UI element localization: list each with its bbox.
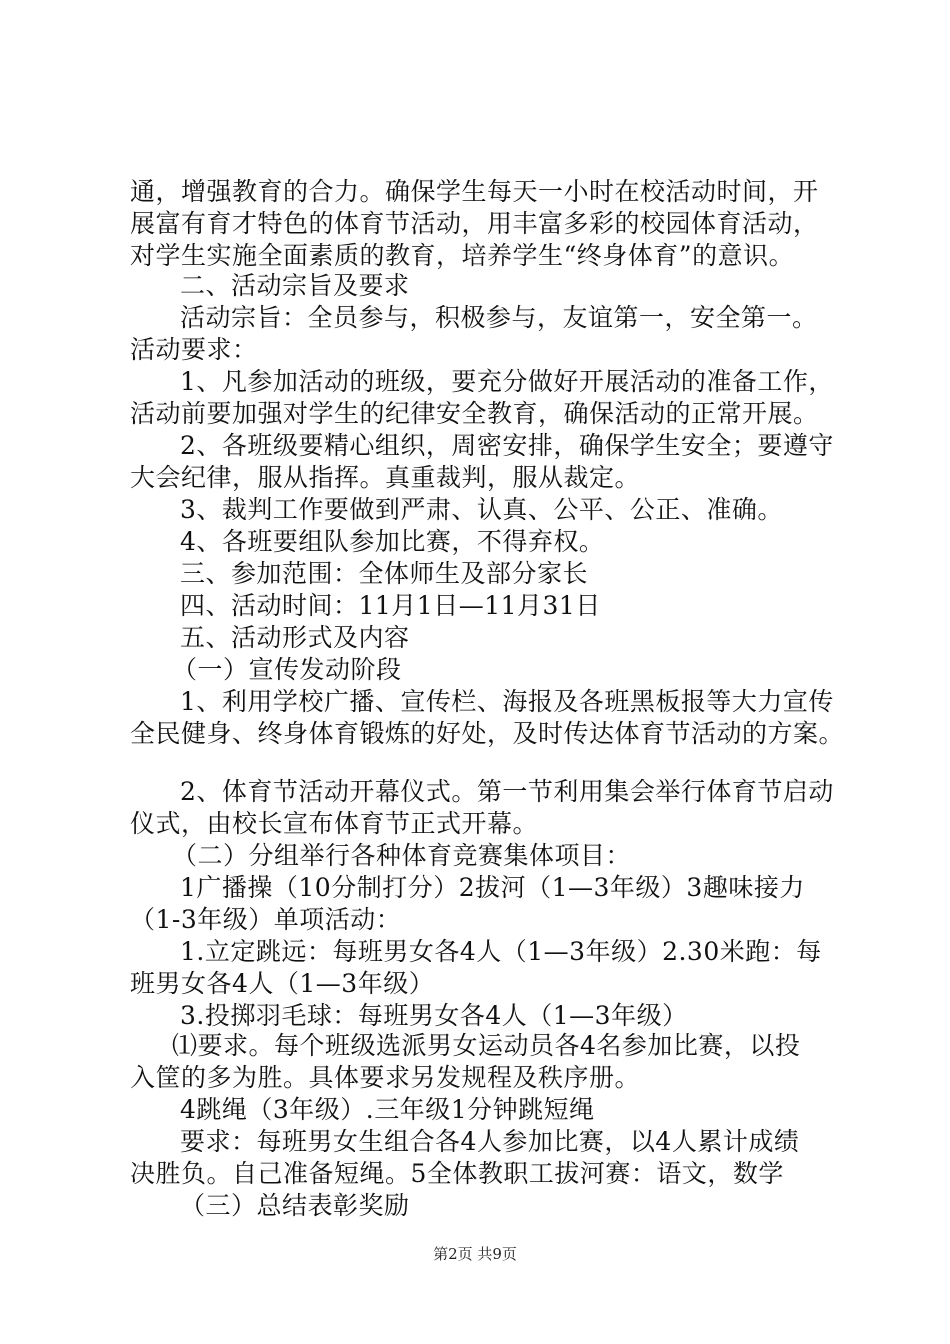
text-line: ⑴要求。每个班级选派男女运动员各4名参加比赛，以投 xyxy=(172,1031,801,1060)
text-line: 2、体育节活动开幕仪式。第一节利用集会举行体育节启动 xyxy=(180,777,834,806)
text-line: 3.投掷羽毛球：每班男女各4人（1—3年级） xyxy=(180,1001,688,1030)
text-line: 4、各班要组队参加比赛，不得弃权。 xyxy=(180,527,605,556)
text-line: 4跳绳（3年级）.三年级1分钟跳短绳 xyxy=(180,1095,595,1124)
text-line: 全民健身、终身体育锻炼的好处，及时传达体育节活动的方案。 xyxy=(130,719,845,748)
section-heading: 四、活动时间：11月1日—11月31日 xyxy=(180,591,601,620)
text-line: 3、裁判工作要做到严肃、认真、公平、公正、准确。 xyxy=(180,495,783,524)
text-line: 活动宗旨：全员参与，积极参与，友谊第一，安全第一。 xyxy=(180,303,818,332)
section-heading: 二、活动宗旨及要求 xyxy=(180,271,410,300)
text-line: 入筐的多为胜。具体要求另发规程及秩序册。 xyxy=(130,1063,641,1092)
text-line: 大会纪律，服从指挥。真重裁判，服从裁定。 xyxy=(130,463,641,492)
text-line: 1广播操（10分制打分）2拔河（1—3年级）3趣味接力 xyxy=(180,873,805,902)
text-line: 班男女各4人（1—3年级） xyxy=(130,969,435,998)
section-heading: 五、活动形式及内容 xyxy=(180,623,410,652)
subsection-heading: （一）宣传发动阶段 xyxy=(172,655,402,684)
text-line: 仪式，由校长宣布体育节正式开幕。 xyxy=(130,809,539,838)
section-heading: 三、参加范围：全体师生及部分家长 xyxy=(180,559,589,588)
text-line: 1、凡参加活动的班级，要充分做好开展活动的准备工作， xyxy=(180,367,834,396)
text-line: 通，增强教育的合力。确保学生每天一小时在校活动时间，开 xyxy=(130,177,819,206)
text-line: 2、各班级要精心组织，周密安排，确保学生安全；要遵守 xyxy=(180,431,834,460)
text-line: 对学生实施全面素质的教育，培养学生“终身体育”的意识。 xyxy=(130,241,795,270)
text-line: 活动要求： xyxy=(130,335,258,364)
text-line: 决胜负。自己准备短绳。5全体教职工拔河赛：语文，数学 xyxy=(130,1159,784,1188)
subsection-heading: （二）分组举行各种体育竞赛集体项目： xyxy=(172,841,632,870)
text-line: 1.立定跳远：每班男女各4人（1—3年级）2.30米跑：每 xyxy=(180,937,822,966)
text-line: 1、利用学校广播、宣传栏、海报及各班黑板报等大力宣传 xyxy=(180,687,834,716)
text-line: 活动前要加强对学生的纪律安全教育，确保活动的正常开展。 xyxy=(130,399,819,428)
subsection-heading: （三）总结表彰奖励 xyxy=(180,1191,410,1220)
text-line: （1-3年级）单项活动： xyxy=(130,905,402,934)
page-number-footer: 第2页 共9页 xyxy=(433,1245,517,1263)
text-line: 展富有育才特色的体育节活动，用丰富多彩的校园体育活动， xyxy=(130,209,819,238)
text-line: 要求：每班男女生组合各4人参加比赛，以4人累计成绩 xyxy=(180,1127,800,1156)
